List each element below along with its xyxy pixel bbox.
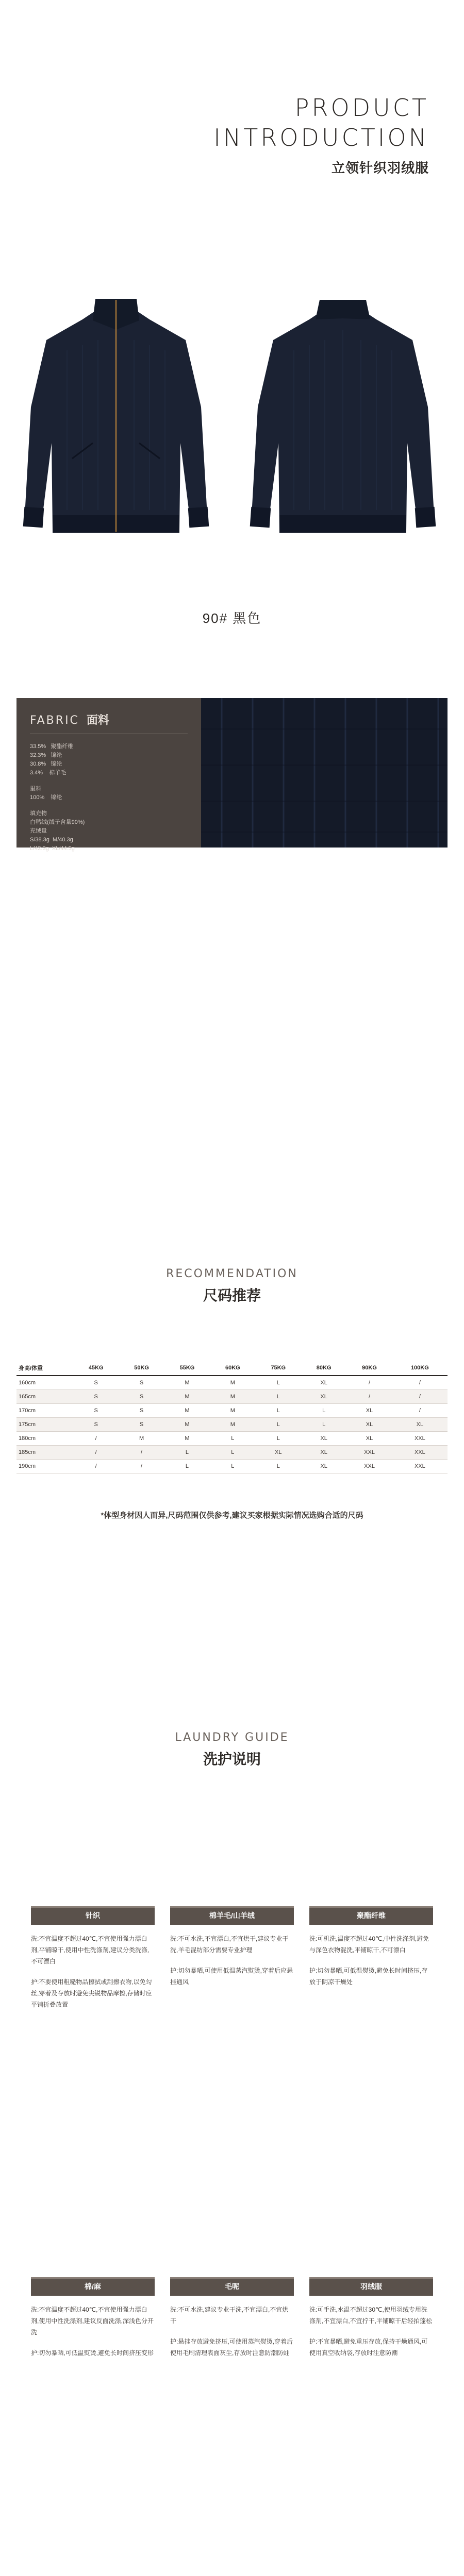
- size-cell: M: [210, 1389, 255, 1403]
- size-cell: L: [256, 1403, 301, 1417]
- table-row: [16, 1459, 448, 1473]
- recommendation-title-cn: 尺码推荐: [203, 1287, 261, 1303]
- size-table-header-cell: 90KG: [346, 1360, 392, 1376]
- size-disclaimer: *体型身材因人而异,尺码范围仅供参考,建议买家根据实际情况选购合适的尺码: [101, 1511, 363, 1520]
- size-table-header-cell: 100KG: [392, 1360, 448, 1376]
- height-cell: 165cm: [16, 1389, 73, 1403]
- size-cell: XXL: [346, 1445, 392, 1459]
- laundry-title-cn: 洗护说明: [203, 1751, 261, 1767]
- table-row: [16, 1417, 448, 1431]
- laundry-item-text: [31, 1933, 155, 2010]
- size-cell: M: [164, 1376, 210, 1389]
- size-cell: L: [256, 1376, 301, 1389]
- laundry-instruction: 护:不要使用粗糙物品擦拭或刮擦衣物,以免勾丝,穿着及存放时避免尖锐物品摩擦,存储时应平铺折叠放置: [31, 1978, 152, 2008]
- size-table-header-cell: 身高/体重: [16, 1360, 73, 1376]
- laundry-item-text: [309, 1933, 433, 1988]
- laundry-instruction: 洗:可手洗,水温不超过30℃,使用羽绒专用洗涤剂,不宜漂白,不宜拧干,平铺晾干后轻拍蓬松: [309, 2306, 433, 2325]
- size-cell: L: [210, 1445, 255, 1459]
- laundry-item-name: 毛呢: [170, 2277, 294, 2296]
- height-cell: 180cm: [16, 1431, 73, 1445]
- laundry-instruction: 护:不宜暴晒,避免重压存放,保持干燥通风,可使用真空收纳袋,存放时注意防潮: [309, 2338, 428, 2357]
- laundry-item-name: 棉/麻: [31, 2277, 155, 2296]
- fabric-section: [16, 698, 448, 852]
- laundry-instruction: 护:切勿暴晒,可低温熨烫,避免长时间挤压变形: [31, 2349, 154, 2357]
- product-intro-header: [213, 93, 429, 177]
- table-row: [16, 1389, 448, 1403]
- size-cell: XL: [346, 1417, 392, 1431]
- intro-title-line2: INTRODUCTION: [213, 124, 429, 151]
- laundry-item-text: [31, 2304, 155, 2359]
- size-cell: XL: [256, 1445, 301, 1459]
- size-cell: /: [73, 1431, 119, 1445]
- size-cell: M: [210, 1403, 255, 1417]
- table-row: [16, 1403, 448, 1417]
- fabric-filling-line: S/38.3g M/40.3g: [30, 837, 73, 843]
- recommendation-title-en: RECOMMENDATION: [166, 1267, 298, 1280]
- laundry-instruction: 洗:不宜温度不超过40℃,不宜使用强力漂白剂,平铺晾干,使用中性洗涤剂,建议分类洗涤,不可漂白: [31, 1935, 150, 1965]
- fabric-filling-line: 充绒量: [30, 828, 47, 834]
- size-cell: M: [164, 1431, 210, 1445]
- fabric-composition-line: 30.8% 锦纶: [30, 761, 62, 767]
- size-cell: S: [73, 1417, 119, 1431]
- size-cell: M: [210, 1376, 255, 1389]
- height-cell: 160cm: [16, 1376, 73, 1389]
- laundry-item: [31, 1906, 155, 2010]
- size-cell: L: [210, 1459, 255, 1473]
- size-cell: S: [73, 1389, 119, 1403]
- size-cell: /: [119, 1445, 164, 1459]
- size-cell: XXL: [392, 1459, 448, 1473]
- size-cell: L: [256, 1417, 301, 1431]
- size-cell: L: [301, 1403, 346, 1417]
- table-row: [16, 1445, 448, 1459]
- laundry-item-name: 棉羊毛/山羊绒: [170, 1906, 294, 1925]
- size-cell: L: [210, 1431, 255, 1445]
- fabric-title-en: FABRIC: [30, 714, 79, 727]
- laundry-item-name: 羽绒服: [309, 2277, 433, 2296]
- product-name: 立领针织羽绒服: [331, 160, 429, 176]
- height-cell: 185cm: [16, 1445, 73, 1459]
- size-cell: L: [256, 1431, 301, 1445]
- fabric-filling-line: 白鸭绒(绒子含量90%): [30, 819, 85, 825]
- size-cell: S: [119, 1403, 164, 1417]
- size-cell: XXL: [392, 1431, 448, 1445]
- size-cell: M: [210, 1417, 255, 1431]
- size-cell: L: [256, 1389, 301, 1403]
- size-cell: M: [119, 1431, 164, 1445]
- size-cell: /: [73, 1445, 119, 1459]
- laundry-item-name: 聚酯纤维: [309, 1906, 433, 1925]
- size-cell: XL: [301, 1459, 346, 1473]
- laundry-item-text: [309, 2304, 433, 2359]
- size-cell: L: [301, 1417, 346, 1431]
- laundry-instruction: 洗:可机洗,温度不超过40℃,中性洗涤剂,避免与深色衣物混洗,平铺晾干,不可漂白: [309, 1935, 429, 1954]
- recommend-heading: [0, 1267, 464, 1305]
- laundry-instruction: 护:切勿暴晒,可使用低温蒸汽熨烫,穿着后应悬挂通风: [170, 1967, 293, 1986]
- size-cell: L: [256, 1459, 301, 1473]
- table-row: [16, 1431, 448, 1445]
- size-cell: /: [392, 1403, 448, 1417]
- height-cell: 170cm: [16, 1403, 73, 1417]
- size-cell: XXL: [346, 1459, 392, 1473]
- laundry-item-text: [170, 2304, 294, 2359]
- size-cell: XL: [392, 1417, 448, 1431]
- size-cell: XL: [346, 1431, 392, 1445]
- size-table-header-cell: 80KG: [301, 1360, 346, 1376]
- size-cell: /: [346, 1389, 392, 1403]
- jacket-front-photo: [15, 289, 217, 556]
- size-cell: /: [392, 1376, 448, 1389]
- laundry-instruction: 护:悬挂存放避免挤压,可使用蒸汽熨烫,穿着后使用毛刷清理表面灰尘,存放时注意防潮防蛀: [170, 2338, 293, 2357]
- laundry-item: [309, 2277, 433, 2359]
- size-table-header-cell: 45KG: [73, 1360, 119, 1376]
- size-cell: L: [164, 1459, 210, 1473]
- size-table-header-cell: 55KG: [164, 1360, 210, 1376]
- size-cell: S: [73, 1376, 119, 1389]
- size-cell: S: [119, 1417, 164, 1431]
- size-cell: /: [392, 1389, 448, 1403]
- laundry-item-text: [170, 1933, 294, 1988]
- fabric-closeup-photo: [201, 698, 448, 848]
- fabric-filling-line: 填充物: [30, 810, 47, 817]
- size-cell: S: [119, 1389, 164, 1403]
- laundry-instruction: 护:切勿暴晒,可低温熨烫,避免长时间挤压,存放于阴凉干燥处: [309, 1967, 428, 1986]
- laundry-item: [309, 1906, 433, 1988]
- fabric-lining-line: 100% 锦纶: [30, 794, 62, 801]
- size-table-header-cell: 75KG: [256, 1360, 301, 1376]
- size-cell: L: [164, 1445, 210, 1459]
- size-cell: M: [164, 1403, 210, 1417]
- fabric-filling-line: L/42.3g XL/44.5g: [30, 845, 75, 852]
- size-table-header-cell: 50KG: [119, 1360, 164, 1376]
- laundry-instruction: 洗:不可水洗,建议专业干洗,不宜漂白,不宜烘干: [170, 2306, 289, 2325]
- size-table-header-cell: 60KG: [210, 1360, 255, 1376]
- size-table-header-row: [16, 1360, 448, 1376]
- laundry-instruction: 洗:不可水洗,不宜漂白,不宜烘干,建议专业干洗,羊毛混纺部分需要专业护理: [170, 1935, 289, 1954]
- size-table-body: [16, 1376, 448, 1473]
- laundry-instruction: 洗:不宜温度不超过40℃,不宜使用强力漂白剂,使用中性洗涤剂,建议反面洗涤,深浅色分开洗: [31, 2306, 154, 2336]
- laundry-item: [170, 1906, 294, 1988]
- intro-title-line1: PRODUCT: [294, 94, 429, 122]
- table-row: [16, 1376, 448, 1389]
- color-label: 90# 黑色: [202, 611, 262, 626]
- fabric-title-cn: 面料: [86, 714, 109, 726]
- laundry-item-name: 针织: [31, 1906, 155, 1925]
- fabric-composition-line: 3.4% 棉羊毛: [30, 770, 67, 776]
- fabric-lining-line: 里料: [30, 786, 41, 792]
- size-cell: /: [119, 1459, 164, 1473]
- size-cell: XL: [301, 1376, 346, 1389]
- size-cell: XL: [301, 1431, 346, 1445]
- size-recommendation-table: [16, 1360, 448, 1473]
- fabric-info-panel: [16, 698, 201, 852]
- size-cell: XL: [346, 1403, 392, 1417]
- size-cell: S: [73, 1403, 119, 1417]
- laundry-item: [170, 2277, 294, 2359]
- size-cell: M: [164, 1389, 210, 1403]
- size-cell: XXL: [392, 1445, 448, 1459]
- jacket-back-photo: [242, 289, 443, 556]
- height-cell: 190cm: [16, 1459, 73, 1473]
- size-cell: /: [346, 1376, 392, 1389]
- fabric-title: [30, 711, 188, 734]
- height-cell: 175cm: [16, 1417, 73, 1431]
- fabric-composition-line: 33.5% 聚酯纤维: [30, 743, 74, 750]
- laundry-title-en: LAUNDRY GUIDE: [175, 1731, 289, 1744]
- fabric-composition-line: 32.3% 锦纶: [30, 752, 62, 758]
- size-cell: S: [119, 1376, 164, 1389]
- size-cell: XL: [301, 1389, 346, 1403]
- size-cell: M: [164, 1417, 210, 1431]
- size-cell: XL: [301, 1445, 346, 1459]
- laundry-heading: [0, 1731, 464, 1769]
- size-cell: /: [73, 1459, 119, 1473]
- laundry-item: [31, 2277, 155, 2359]
